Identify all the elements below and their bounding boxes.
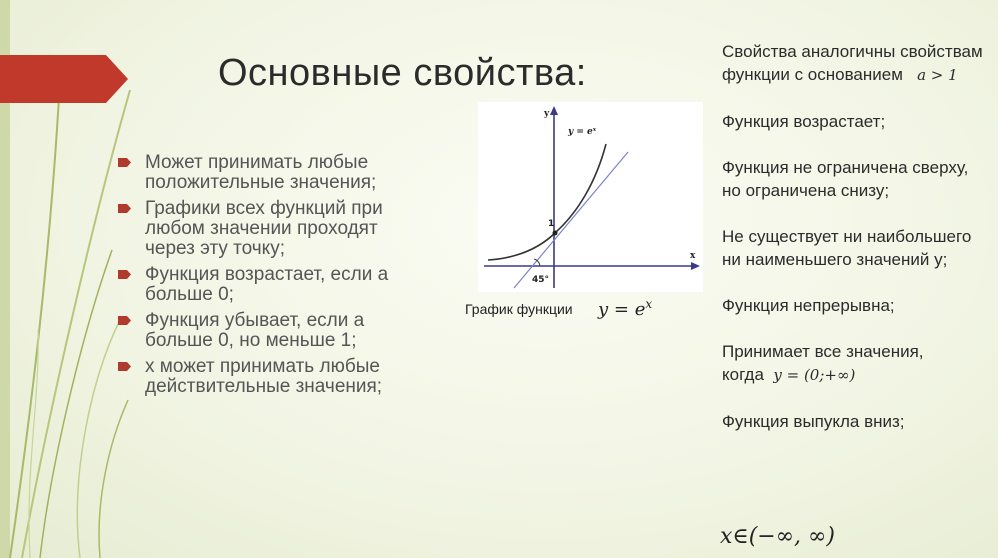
bullet-text: Может принимать любые положительные значения; <box>145 152 377 193</box>
bullet-text: Графики всех функций при любом значении проходят через эту точку; <box>145 198 383 259</box>
property-range <box>722 340 984 387</box>
graph-caption-formula <box>598 297 652 320</box>
curve-formula-label: y = eˣ <box>568 127 597 137</box>
bullet-item <box>118 311 428 351</box>
property-bounded: Функция не ограничена сверху, но ограничена снизу; <box>722 158 969 200</box>
point-marker <box>553 231 558 236</box>
property-analogy <box>722 40 984 87</box>
bullet-item <box>118 265 428 305</box>
bullet-text: Функция убывает, если а больше 0, но меньше 1; <box>145 310 365 351</box>
arrow-bullet-icon <box>118 203 132 214</box>
base-condition-math: a > 1 <box>917 66 958 84</box>
properties-column <box>722 40 984 456</box>
property-increasing: Функция возрастает; <box>722 112 886 131</box>
formula-exponent: x <box>645 297 653 311</box>
bullet-text: х может принимать любые действительные значения; <box>145 356 383 397</box>
arrow-bullet-icon <box>118 157 132 168</box>
y-axis-label: y <box>544 109 550 119</box>
title-arrow-shape <box>0 55 130 103</box>
property-continuous: Функция непрерывна; <box>722 296 895 315</box>
formula-base: y = e <box>598 299 646 320</box>
property-analogy-text: Свойства аналогичны свойствам функции с основанием <box>722 42 983 84</box>
arrow-bullet-icon <box>118 269 132 280</box>
property-range-text: Принимает все значения, когда <box>722 342 924 384</box>
bullet-item <box>118 153 428 193</box>
property-extremum: Не существует ни наибольшего ни наименьшего значений y; <box>722 227 972 269</box>
arrow-bullet-icon <box>118 361 132 372</box>
property-convex: Функция выпукла вниз; <box>722 412 905 431</box>
domain-interval-math: x∈(−∞, ∞) <box>720 524 835 549</box>
graph-caption: График функции <box>465 301 573 317</box>
bullet-text: Функция возрастает, если а больше 0; <box>145 264 389 305</box>
range-math: y = (0;+∞) <box>773 366 856 384</box>
slide-title: Основные свойства: <box>218 52 587 94</box>
angle-label: 45° <box>532 275 550 285</box>
bullet-item <box>118 199 428 259</box>
bullet-list <box>118 153 428 403</box>
x-axis-label: x <box>690 251 696 261</box>
bullet-item <box>118 357 428 397</box>
point-label: 1 <box>548 219 555 229</box>
exponent-graph <box>478 102 703 292</box>
arrow-bullet-icon <box>118 315 132 326</box>
